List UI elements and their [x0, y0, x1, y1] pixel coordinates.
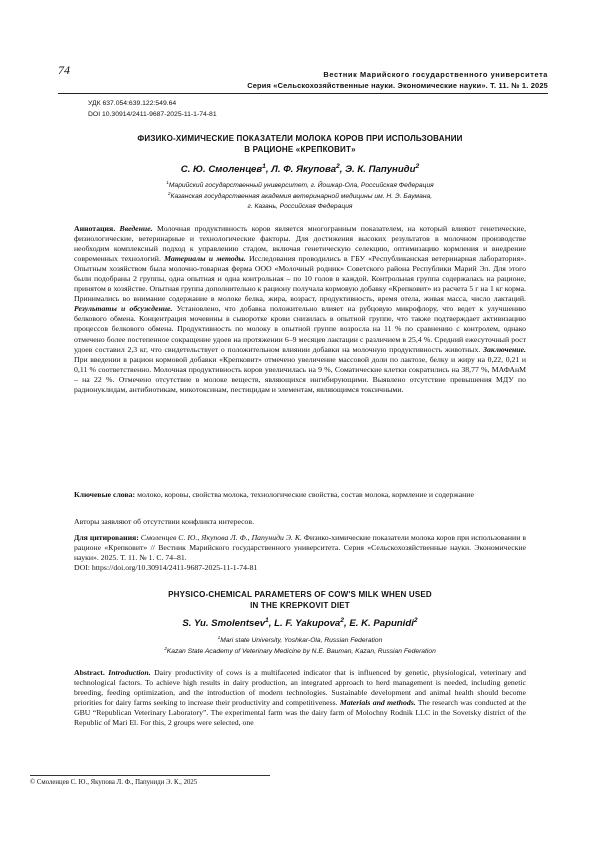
author-ru-2: Л. Ф. Якупова2,: [271, 164, 345, 175]
page-number: 74: [58, 63, 70, 78]
article-title-en: [60, 589, 540, 611]
conclusion-ru-text: При введении в рацион кормовой добавки «Крепковит» отмечено увеличение массовой доли по лактозе, белку и жиру на 0,22, 0,21 и 0,11 % соответственно. Молочная продуктивность коров увеличилась на 9 %, Соматические клетки сократились на 38,77 %, МАФАнМ – на 22 %. Отмечено отсутствие в молоке веществ, являющихся ингибирующими. Выявлено отсутствие превышения МДУ по радионуклидам, антибиотикам, микотоксинам, пестицидам и элементам, являющимся токсичными.: [74, 355, 526, 394]
author-en-1: S. Yu. Smolentsev1,: [182, 618, 274, 629]
journal-header: [247, 69, 548, 91]
affiliation-ru-2: 2Казанская государственная академия ветеринарной медицины им. Н. Э. Баумана,: [60, 192, 540, 203]
conflict-statement: Авторы заявляют об отсутствии конфликта интересов.: [74, 517, 526, 527]
citation-label: Для цитирования:: [74, 533, 139, 542]
journal-series: Серия «Сельскохозяйственные науки. Экономические науки». Т. 11. № 1. 2025: [247, 80, 548, 91]
intro-en-label: Introduction.: [108, 668, 150, 677]
citation-authors: Смоленцев С. Ю., Якупова Л. Ф., Папуниди Э. К.: [141, 533, 302, 542]
affiliation-ru-1: 1Марийский государственный университет, г. Йошкар-Ола, Российская Федерация: [60, 181, 540, 192]
title-en-line1: PHYSICO-CHEMICAL PARAMETERS OF COW'S MILK WHEN USED: [60, 589, 540, 600]
title-ru-line2: В РАЦИОНЕ «КРЕПКОВИТ»: [60, 144, 540, 155]
abstract-en: [74, 668, 526, 728]
article-title-ru: [60, 133, 540, 155]
intro-ru-text: Молочная продуктивность коров является многогранным показателем, на который влияют генетические, физиологические, ветеринарные и технологические факторы. Для достижения высоких результатов в молочном производстве необходим комплексный подход к управлению стадом, включая генетическую селекцию, оптимизацию кормления и внедрение современных технологий.: [74, 224, 526, 263]
keywords-ru: [74, 490, 526, 500]
affiliations-en: [60, 636, 540, 657]
conclusion-ru-label: Заключение.: [483, 345, 526, 354]
affiliations-ru: [60, 181, 540, 213]
results-ru-label: Результаты и обсуждение.: [74, 304, 172, 313]
methods-ru-label: Материалы и методы.: [164, 254, 246, 263]
journal-title: Вестник Марийского государственного университета: [247, 69, 548, 80]
results-ru-text: Установлено, что добавка положительно влияет на рубцовую микрофлору, что ведет к улучшению белкового обмена. Концентрация мочевины в сыворотке крови снизилась в опытной группе, что также подтверждает активизацию процессов белкового обмена. Продуктивность по молоку в опытной группе возросла на 11 % по сравнению с контролем, однако отмечено более постепенное сокращение удоев на протяжении 6–9 месяцев лактации с различием в 25,4 %. Средний ежесуточный рост удоев составил 2,3 кг, что свидетельствует о положительном влиянии добавки на молочную продуктивность животных.: [74, 304, 526, 353]
footnote-divider: [30, 775, 270, 776]
article-meta: [88, 98, 217, 120]
doi-code[interactable]: DOI 10.30914/2411-9687-2025-11-1-74-81: [88, 109, 217, 120]
header-divider: [58, 93, 548, 94]
authors-en: [60, 618, 540, 629]
keywords-ru-text: молоко, коровы, свойства молока, технологические свойства, состав молока, кормление и содержание: [137, 490, 474, 499]
keywords-ru-label: Ключевые слова:: [74, 490, 135, 499]
abstract-ru: [74, 224, 526, 395]
intro-ru-label: Введение.: [120, 224, 153, 233]
affiliation-en-1: 1Mari state University, Yoshkar-Ola, Russian Federation: [60, 636, 540, 647]
abstract-en-label: Abstract.: [74, 668, 105, 677]
copyright-notice: © Смоленцев С. Ю., Якупова Л. Ф., Папуниди Э. К., 2025: [30, 779, 197, 786]
affiliation-ru-2-cont: г. Казань, Российская Федерация: [60, 202, 540, 213]
citation-block: [74, 533, 526, 573]
methods-en-text: The research was conducted at the GBU “Republican Veterinary Laboratory”. The experimental farm was the dairy farm of Molochny Rodnik LLC in the Sovetsky district of the Republic of Mari El. For this, 2 groups were selected, one: [74, 698, 526, 727]
title-en-line2: IN THE KREPKOVIT DIET: [60, 600, 540, 611]
abstract-ru-label: Аннотация.: [74, 224, 115, 233]
article-page: [0, 0, 600, 848]
methods-en-label: Materials and methods.: [340, 698, 416, 707]
authors-ru: [60, 164, 540, 175]
methods-ru-text: Исследования проводились в ГБУ «Республиканская ветеринарная лаборатория». Опытным хозяйством была молочно-товарная ферма ООО «Молочный родник» Советского района Республики Марий Эл. Для этого были подобраны 2 группы, одна опытная и одна контрольная – по 10 голов в каждой. Контрольная группа содержалась на рационе, принятом в хозяйстве. Опытная группа дополнительно к рациону получала кормовую добавку «Крепковит» из расчета 5 г на 1 кг корма. Принимались во внимание содержание в молоке белка, жира, возраст, продуктивность, время отела, живая масса, число лактаций.: [74, 254, 526, 303]
udc-code: УДК 637.054:639.122:549.64: [88, 98, 217, 109]
title-ru-line1: ФИЗИКО-ХИМИЧЕСКИЕ ПОКАЗАТЕЛИ МОЛОКА КОРОВ ПРИ ИСПОЛЬЗОВАНИИ: [60, 133, 540, 144]
citation-text: Физико-химические показатели молока коров при использовании в рационе «Крепковит» // Вестник Марийского государственного университета. Серия «Сельскохозяйственные науки. Экономические науки». 2025. Т. 11. № 1. С. 74–81.: [74, 533, 526, 562]
author-en-3: E. K. Papunidi2: [349, 618, 417, 629]
citation-doi-link[interactable]: DOI: https://doi.org/10.30914/2411-9687-2025-11-1-74-81: [74, 563, 526, 573]
author-en-2: L. F. Yakupova2,: [274, 618, 349, 629]
affiliation-en-2: 2Kazan State Academy of Veterinary Medicine by N.E. Bauman, Kazan, Russian Federation: [60, 647, 540, 658]
author-ru-1: С. Ю. Смоленцев1,: [181, 164, 272, 175]
intro-en-text: Dairy productivity of cows is a multifaceted indicator that is influenced by genetic, physiological, veterinary and technological factors. To achieve high results in dairy production, an integrated approach to herd management is needed, including genetic breeding, feeding optimization, and the introduction of modern technologies. Sustainable development and animal health should become priorities for dairy farms seeking to increase their productivity and competitiveness.: [74, 668, 526, 707]
author-ru-3: Э. К. Папуниди2: [345, 164, 419, 175]
